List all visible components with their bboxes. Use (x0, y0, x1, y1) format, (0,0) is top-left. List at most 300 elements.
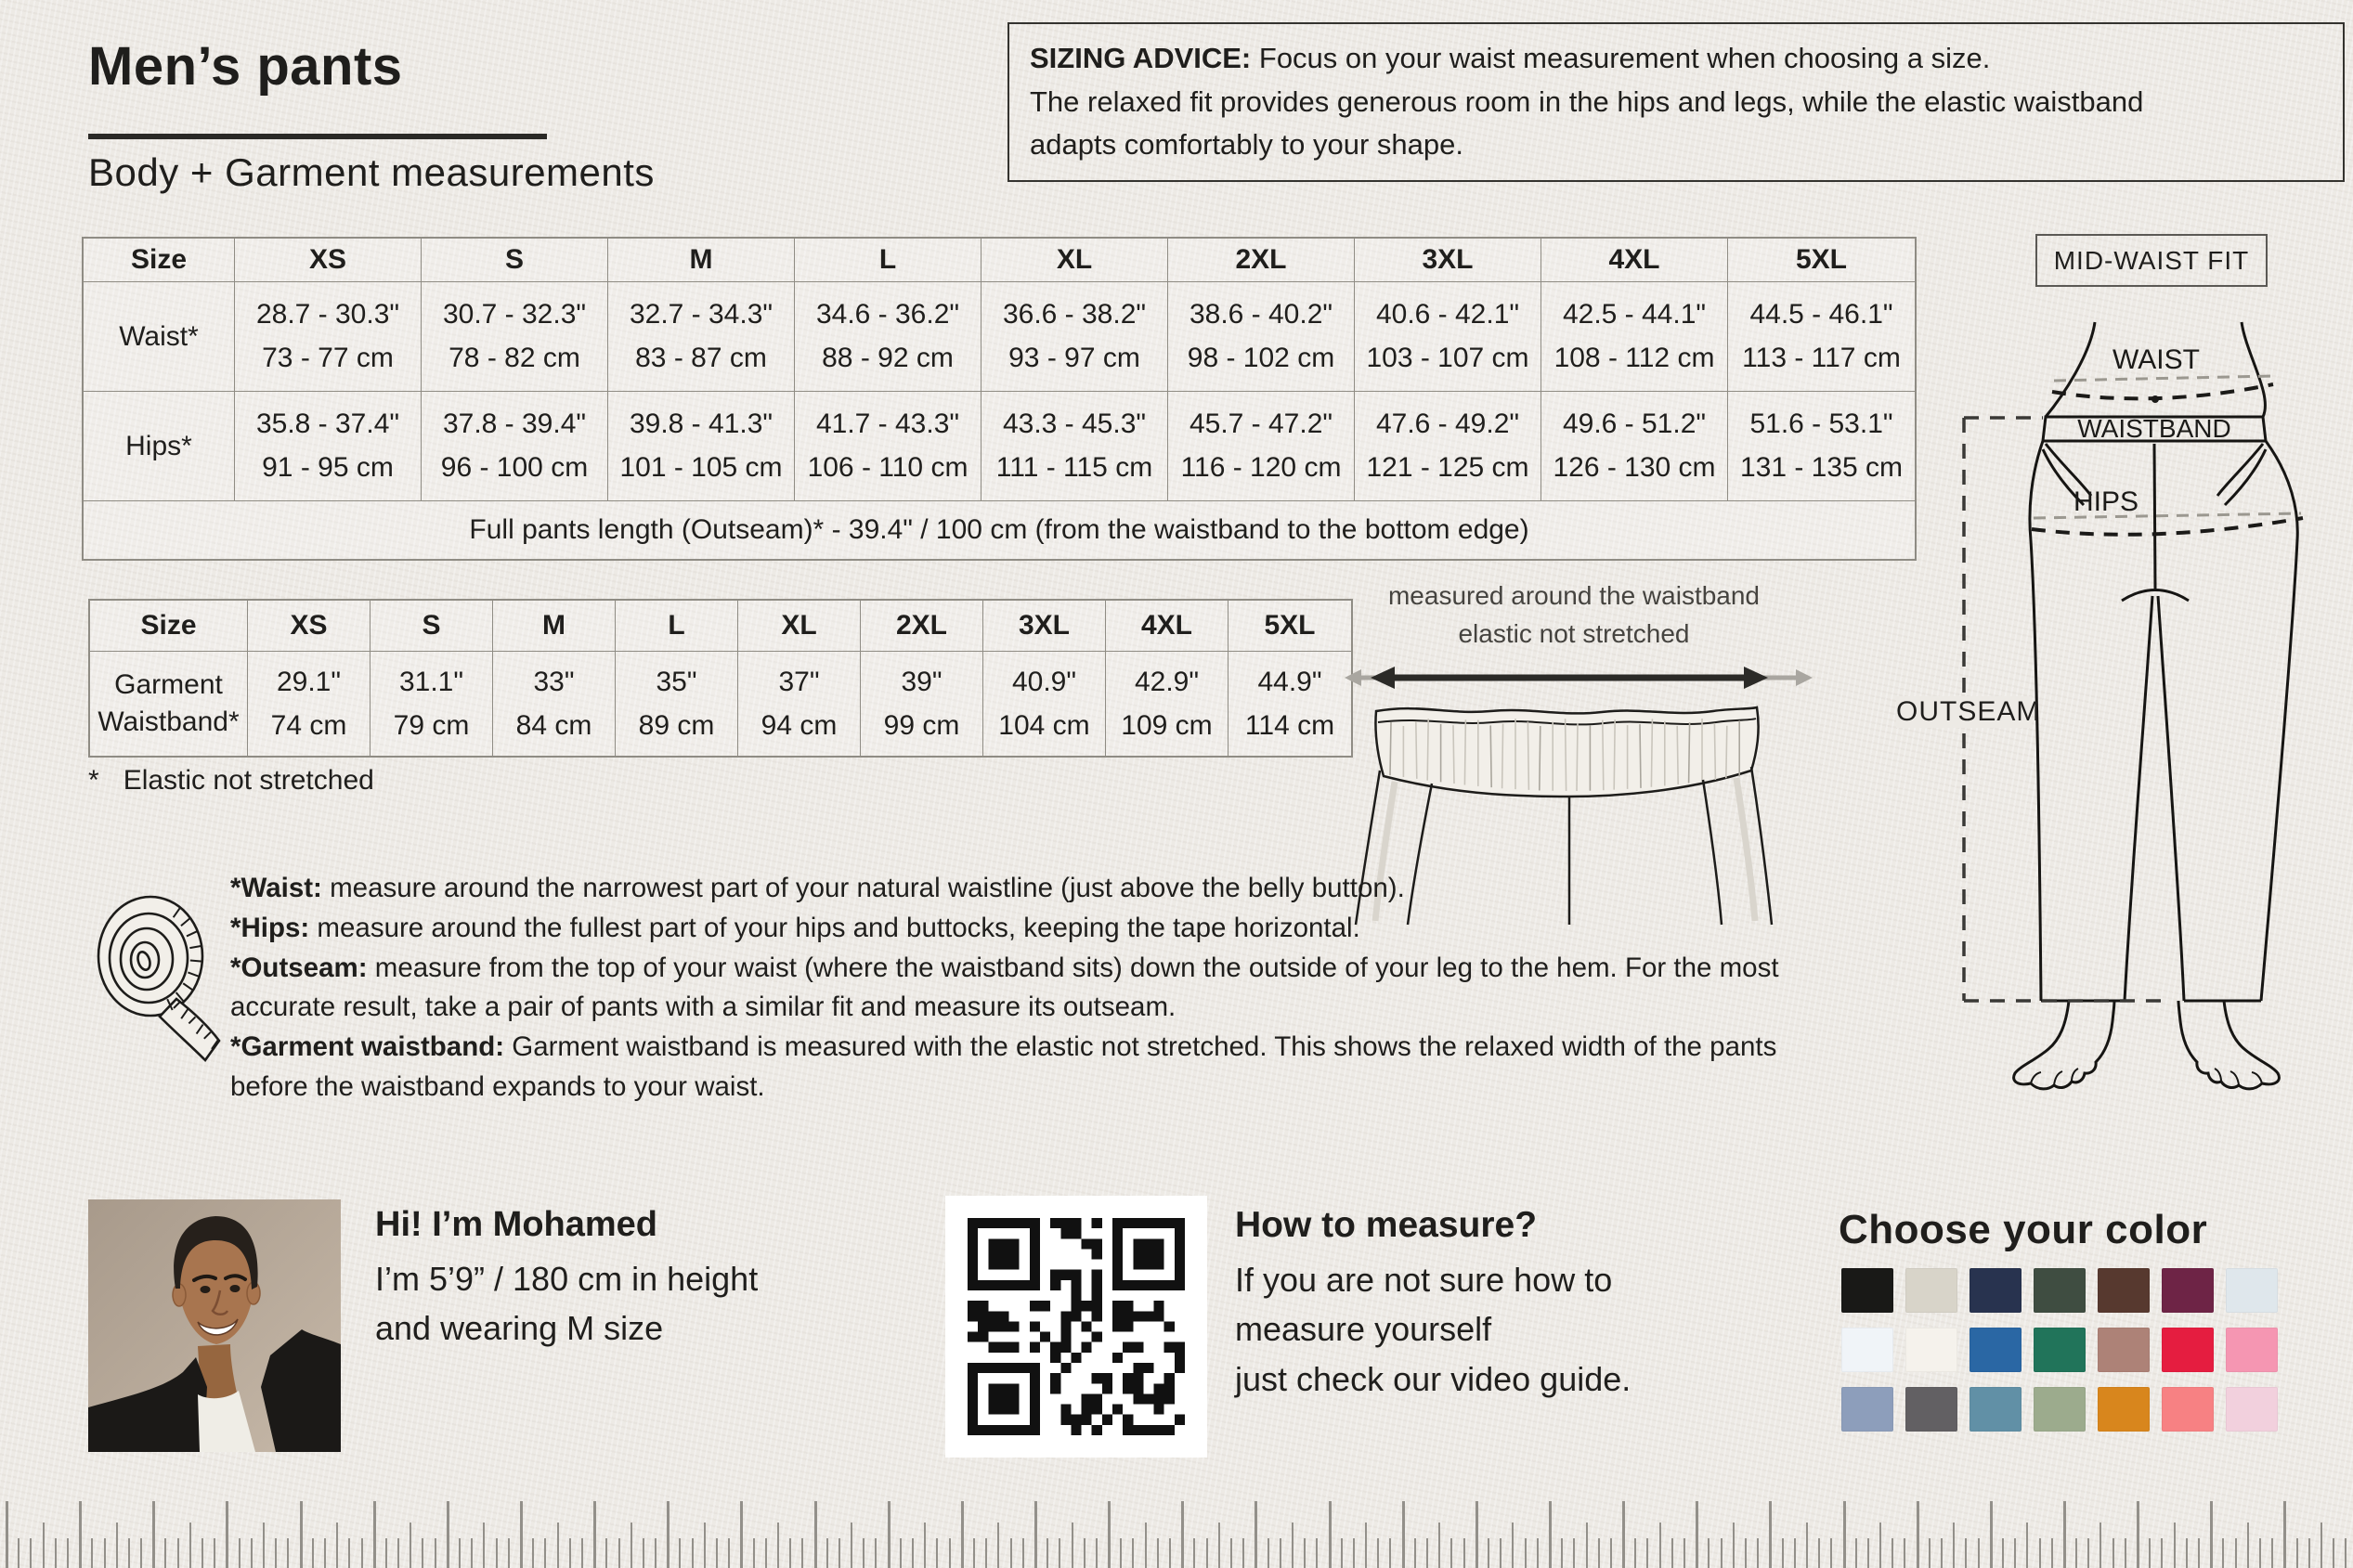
measurement-cell: 35.8 - 37.4" 91 - 95 cm (235, 392, 422, 501)
ruler-tick (1646, 1538, 1648, 1568)
ruler-tick (2125, 1538, 2126, 1568)
ruler-tick (532, 1538, 534, 1568)
ruler-tick (2235, 1538, 2237, 1568)
ruler-tick (1414, 1538, 1416, 1568)
sizing-advice-box (1008, 22, 2345, 182)
size-header-cell: S (422, 239, 608, 282)
waistband-label: WAISTBAND (2077, 414, 2231, 443)
crotch-arc (2122, 590, 2189, 602)
ruler-tick (838, 1538, 840, 1568)
color-swatch (1841, 1387, 1893, 1432)
ruler-tick (1561, 1538, 1563, 1568)
ruler-tick (116, 1523, 118, 1568)
color-swatch (2098, 1387, 2150, 1432)
ruler-tick (2320, 1523, 2322, 1568)
ruler-tick (152, 1501, 155, 1568)
outseam-length-cell: Full pants length (Outseam)* - 39.4" / 100 cm (from the waistband to the bottom edge) (469, 514, 1529, 545)
size-header-cell: 4XL (1541, 239, 1728, 282)
ruler-tick (385, 1538, 387, 1568)
measurement-cell: 49.6 - 51.2" 126 - 130 cm (1541, 392, 1728, 501)
ruler-tick (1463, 1538, 1465, 1568)
ruler-tick (1843, 1501, 1846, 1568)
ruler-tick (91, 1538, 93, 1568)
ruler-tick (2247, 1523, 2249, 1568)
ruler-tick (961, 1501, 964, 1568)
measurement-cell: 31.1" 79 cm (370, 652, 493, 756)
waist-dash-black (2052, 384, 2273, 398)
waist-dash-gray (2054, 376, 2273, 381)
ruler-tick (1157, 1538, 1159, 1568)
ruler-tick (1268, 1538, 1269, 1568)
instruction-hips: *Hips: measure around the fullest part of your hips and buttocks, keeping the tape horizontal. (230, 912, 1360, 943)
color-swatch (2162, 1328, 2214, 1372)
ruler-tick (459, 1538, 461, 1568)
tape-tail (160, 999, 219, 1060)
ruler-tick (2002, 1538, 2004, 1568)
footnote (88, 765, 374, 797)
belly-button-dot (2152, 395, 2159, 403)
ruler-tick (1389, 1538, 1391, 1568)
ruler-tick (1280, 1538, 1281, 1568)
ruler-tick (1610, 1538, 1612, 1568)
ruler-tick (1830, 1538, 1832, 1568)
waist-label: WAIST (2112, 344, 2200, 375)
ruler-tick (1953, 1523, 1955, 1568)
arrow-gray-right-head (1796, 669, 1813, 686)
ruler-tick (2149, 1538, 2151, 1568)
ruler-tick (410, 1523, 411, 1568)
measurement-cell: 39.8 - 41.3" 101 - 105 cm (608, 392, 795, 501)
ruler-tick (1108, 1501, 1111, 1568)
ruler-tick (1010, 1538, 1012, 1568)
color-swatch-grid (1841, 1268, 2278, 1432)
ruler-tick (2198, 1538, 2200, 1568)
ruler-tick (2075, 1538, 2077, 1568)
ruler-tick (43, 1523, 45, 1568)
ruler-tick (2186, 1538, 2188, 1568)
ruler-tick (777, 1523, 779, 1568)
measurement-cell: 29.1" 74 cm (248, 652, 370, 756)
ruler-tick (985, 1538, 987, 1568)
right-inseam (2158, 596, 2184, 1001)
ruler-tick (1059, 1538, 1060, 1568)
ruler-tick (2063, 1501, 2066, 1568)
ruler-tick (1341, 1538, 1343, 1568)
ruler-tick (1745, 1538, 1747, 1568)
color-swatch (1905, 1328, 1957, 1372)
measurement-cell: 40.6 - 42.1" 103 - 107 cm (1355, 282, 1541, 392)
ruler-tick (1072, 1523, 1073, 1568)
ruler-tick (753, 1538, 755, 1568)
ruler-tick (6, 1501, 8, 1568)
measurement-cell: 41.7 - 43.3" 106 - 110 cm (795, 392, 982, 501)
color-swatch (2226, 1328, 2278, 1372)
qr-code (968, 1218, 1185, 1435)
measurement-cell: 43.3 - 45.3" 111 - 115 cm (982, 392, 1168, 501)
ruler-tick (2087, 1538, 2089, 1568)
ruler-tick (177, 1538, 179, 1568)
color-swatch (1841, 1268, 1893, 1313)
ruler-tick (239, 1538, 240, 1568)
ruler-tick (679, 1538, 681, 1568)
ruler-tick (1965, 1538, 1967, 1568)
ruler-tick (716, 1538, 718, 1568)
size-header-cell: Size (90, 601, 248, 652)
ruler-tick (214, 1538, 215, 1568)
instruction-waist: *Waist: measure around the narrowest part of your natural waistline (just above the belly button). (230, 873, 1405, 903)
ruler-tick (814, 1501, 817, 1568)
ruler-tick (483, 1523, 485, 1568)
measurement-cell: 32.7 - 34.3" 83 - 87 cm (608, 282, 795, 392)
ruler-tick (1537, 1538, 1539, 1568)
model-photo (88, 1199, 341, 1452)
ruler-tick (435, 1538, 436, 1568)
ruler-tick (1721, 1538, 1722, 1568)
ruler-tick (605, 1538, 607, 1568)
garment-measurements-table (88, 599, 1353, 758)
ruler-tick (1206, 1538, 1208, 1568)
sizing-advice-line2: The relaxed fit provides generous room in the hips and legs, while the elastic waistband (1030, 84, 2144, 118)
ruler-tick (1402, 1501, 1405, 1568)
ruler-tick (1769, 1501, 1772, 1568)
color-swatch (2034, 1268, 2086, 1313)
ruler-tick (1169, 1538, 1171, 1568)
ruler-tick (1365, 1523, 1367, 1568)
ruler-tick (1242, 1538, 1244, 1568)
outseam-label: OUTSEAM (1896, 696, 2041, 727)
ruler-tick (67, 1538, 69, 1568)
waistband-diagram-caption: measured around the waistband elastic not stretched (1387, 581, 1761, 648)
ruler-tick (581, 1538, 583, 1568)
ruler-tick (1941, 1538, 1943, 1568)
color-swatch (1970, 1328, 2022, 1372)
measurement-cell: 40.9" 104 cm (983, 652, 1106, 756)
ruler-tick (2283, 1501, 2286, 1568)
left-inseam (2125, 596, 2152, 1001)
measurement-cell: 51.6 - 53.1" 131 - 135 cm (1728, 392, 1915, 501)
color-swatch (1905, 1387, 1957, 1432)
ruler-tick (1794, 1538, 1796, 1568)
ruler-tick (1488, 1538, 1489, 1568)
ruler-tick (2296, 1538, 2298, 1568)
ruler-tick (373, 1501, 376, 1568)
ruler-tick (2333, 1538, 2334, 1568)
ruler-tick (655, 1538, 656, 1568)
ruler-tick (1181, 1501, 1184, 1568)
ruler-tick (973, 1538, 975, 1568)
ruler-tick (30, 1538, 32, 1568)
ruler-tick (2137, 1501, 2139, 1568)
hips-label: HIPS (2073, 486, 2139, 517)
measurement-cell: 37.8 - 39.4" 96 - 100 cm (422, 392, 608, 501)
hips-dash-black (2032, 518, 2303, 535)
ruler-tick (1917, 1501, 1919, 1568)
color-swatch (2162, 1387, 2214, 1432)
ruler-tick (2222, 1538, 2224, 1568)
ruler-tick (287, 1538, 289, 1568)
size-header-cell: 2XL (1168, 239, 1355, 282)
ruler-tick (520, 1501, 523, 1568)
measurement-cell: 37" 94 cm (738, 652, 861, 756)
fit-type-box: MID-WAIST FIT (2035, 234, 2268, 287)
ruler-tick (704, 1523, 706, 1568)
ruler-tick (728, 1538, 730, 1568)
size-header-cell: 4XL (1106, 601, 1228, 652)
qr-card (945, 1196, 1207, 1458)
pants-fit-diagram (1913, 232, 2353, 1095)
ruler-tick (1450, 1538, 1452, 1568)
ruler-tick (397, 1538, 399, 1568)
color-swatch (1970, 1268, 2022, 1313)
ruler-tick (1292, 1523, 1294, 1568)
measurement-cell: 44.9" 114 cm (1244, 666, 1335, 741)
measurement-cell: 39" 99 cm (861, 652, 983, 756)
ruler-tick (1684, 1538, 1685, 1568)
right-foot (2178, 1001, 2279, 1089)
ruler-tick (557, 1523, 559, 1568)
ruler-tick (361, 1538, 363, 1568)
ruler-tick (1634, 1538, 1636, 1568)
ruler-tick (55, 1538, 57, 1568)
measurement-cell: 33" 84 cm (493, 652, 616, 756)
ruler-tick (801, 1538, 803, 1568)
ruler-tick (1867, 1538, 1869, 1568)
ruler-tick (2100, 1523, 2101, 1568)
model-size: and wearing M size (375, 1309, 664, 1348)
measurement-cell: 42.5 - 44.1" 108 - 112 cm (1541, 282, 1728, 392)
ruler-tick (251, 1538, 253, 1568)
measurement-cell: 38.6 - 40.2" 98 - 102 cm (1168, 282, 1355, 392)
ruler-tick (2051, 1538, 2053, 1568)
ruler-tick (1426, 1538, 1428, 1568)
size-header-cell: XS (248, 601, 370, 652)
ruler-tick (1120, 1538, 1122, 1568)
size-header-cell: 5XL (1728, 239, 1915, 282)
sizing-advice-line1: SIZING ADVICE: Focus on your waist measurement when choosing a size. (1030, 42, 1991, 74)
model-intro (375, 1205, 758, 1354)
ruler-tick (997, 1523, 999, 1568)
ruler-tick (1438, 1523, 1440, 1568)
measuring-tape-icon (76, 863, 229, 1068)
ruler-tick (447, 1501, 449, 1568)
right-side-seam (2261, 441, 2297, 1001)
ruler-tick (1696, 1501, 1698, 1568)
ruler-tick (1132, 1538, 1134, 1568)
ruler-tick (2039, 1538, 2041, 1568)
ruler-tick (765, 1538, 767, 1568)
ruler-tick (1084, 1538, 1086, 1568)
ruler-tick (2259, 1538, 2261, 1568)
measurement-cell: 35" 89 cm (616, 652, 738, 756)
ruler-tick (1708, 1538, 1710, 1568)
ruler-tick (1377, 1538, 1379, 1568)
row-label-cell: Waist* (84, 282, 235, 392)
footnote-text: Elastic not stretched (123, 765, 374, 796)
footnote-star: * (88, 765, 99, 796)
size-header-cell: 2XL (861, 601, 983, 652)
ruler-tick (1978, 1538, 1980, 1568)
ruler-tick (826, 1538, 828, 1568)
instruction-outseam: *Outseam: measure from the top of your waist (where the waistband sits) down the outside of your leg to the hem. For the most accurate result, take a pair of pants with a similar fit and measure its outseam. (230, 952, 1779, 1023)
measurement-cell: 42.9" 109 cm (1106, 652, 1228, 756)
ruler-tick (1096, 1538, 1098, 1568)
ruler-tick (2174, 1523, 2176, 1568)
body-measurements-table (82, 237, 1917, 561)
ruler-tick (912, 1538, 914, 1568)
ruler-tick (900, 1538, 902, 1568)
color-swatch (2226, 1387, 2278, 1432)
ruler-tick (226, 1501, 228, 1568)
ruler-tick (692, 1538, 694, 1568)
ruler-tick (471, 1538, 473, 1568)
torso-left (2046, 322, 2095, 417)
color-swatch (2098, 1268, 2150, 1313)
ruler-tick (740, 1501, 743, 1568)
ruler-tick (1353, 1538, 1355, 1568)
ruler (0, 1494, 2353, 1568)
sizing-advice-label: SIZING ADVICE: (1030, 42, 1252, 74)
ruler-tick (1145, 1523, 1147, 1568)
ruler-tick (275, 1538, 277, 1568)
ruler-tick (643, 1538, 644, 1568)
ruler-tick (1254, 1501, 1257, 1568)
size-header-cell: S (370, 601, 493, 652)
color-swatch (1841, 1328, 1893, 1372)
ruler-tick (618, 1538, 620, 1568)
ruler-tick (1659, 1523, 1661, 1568)
ruler-tick (1034, 1501, 1037, 1568)
ruler-tick (949, 1538, 951, 1568)
ruler-tick (2026, 1523, 2028, 1568)
ruler-tick (1316, 1538, 1318, 1568)
size-header-cell: 3XL (1355, 239, 1541, 282)
ruler-tick (1549, 1501, 1552, 1568)
ruler-tick (164, 1538, 166, 1568)
ruler-tick (1512, 1523, 1514, 1568)
ruler-tick (1500, 1538, 1502, 1568)
ruler-tick (104, 1538, 106, 1568)
size-header-cell: M (608, 239, 795, 282)
arrow-dark-right-head (1744, 667, 1768, 689)
center-front-line (2154, 444, 2155, 589)
color-swatch (2034, 1387, 2086, 1432)
measurement-cell: 44.5 - 46.1" 113 - 117 cm (1728, 282, 1915, 392)
ruler-tick (202, 1538, 203, 1568)
ruler-tick (593, 1501, 596, 1568)
ruler-tick (1757, 1538, 1759, 1568)
ruler-tick (508, 1538, 510, 1568)
color-swatch (1970, 1387, 2022, 1432)
size-header-cell: 5XL (1228, 601, 1351, 652)
ruler-tick (324, 1538, 326, 1568)
ruler-tick (1573, 1538, 1575, 1568)
measurement-cell: 28.7 - 30.3" 73 - 77 cm (235, 282, 422, 392)
ruler-tick (1904, 1538, 1905, 1568)
ruler-tick (1230, 1538, 1232, 1568)
ruler-tick (1218, 1523, 1220, 1568)
ruler-tick (1022, 1538, 1024, 1568)
ruler-tick (2161, 1538, 2163, 1568)
ruler-tick (1046, 1538, 1048, 1568)
left-foot (2014, 1001, 2114, 1089)
page-title: Men’s pants (88, 36, 403, 97)
measurement-cell: 36.6 - 38.2" 93 - 97 cm (982, 282, 1168, 392)
model-greeting: Hi! I’m Mohamed (375, 1205, 658, 1244)
ruler-tick (667, 1501, 670, 1568)
title-underline (88, 134, 547, 139)
ruler-tick (544, 1538, 546, 1568)
ruler-tick (1598, 1538, 1600, 1568)
ruler-tick (863, 1538, 864, 1568)
ruler-tick (1525, 1538, 1527, 1568)
ruler-tick (2271, 1538, 2273, 1568)
color-swatch (2098, 1328, 2150, 1372)
color-swatch (1905, 1268, 1957, 1313)
size-header-cell: Size (84, 239, 235, 282)
ruler-tick (2345, 1538, 2346, 1568)
ruler-tick (1329, 1501, 1332, 1568)
ruler-tick (263, 1523, 265, 1568)
ruler-tick (1304, 1538, 1306, 1568)
arrow-gray-left-head (1345, 669, 1361, 686)
ruler-tick (1990, 1501, 1993, 1568)
ruler-tick (1855, 1538, 1857, 1568)
ruler-tick (336, 1523, 338, 1568)
measurement-cell: 34.6 - 36.2" 88 - 92 cm (795, 282, 982, 392)
size-header-cell: L (616, 601, 738, 652)
model-height: I’m 5’9” / 180 cm in height (375, 1260, 759, 1298)
ruler-tick (875, 1538, 877, 1568)
ruler-tick (888, 1501, 890, 1568)
ruler-tick (2210, 1501, 2213, 1568)
size-header-cell: XL (738, 601, 861, 652)
ruler-tick (1929, 1538, 1930, 1568)
row-label-cell: Hips* (84, 392, 235, 501)
how-to-heading: How to measure? (1235, 1205, 1538, 1245)
color-swatch (2226, 1268, 2278, 1313)
ruler-tick (789, 1538, 791, 1568)
ruler-tick (496, 1538, 498, 1568)
ruler-tick (569, 1538, 571, 1568)
ruler-tick (1818, 1538, 1820, 1568)
how-to-measure: How to measure? If you are not sure how to measure yourself just check our video guide. (1235, 1205, 1632, 1398)
torso-right (2242, 322, 2265, 417)
row-label-cell: Garment Waistband* (90, 652, 248, 756)
ruler-tick (851, 1523, 852, 1568)
right-pocket-line2 (2225, 449, 2266, 505)
ruler-tick (140, 1538, 142, 1568)
measuring-instructions (230, 869, 1809, 1108)
size-header-cell: XL (982, 239, 1168, 282)
ruler-tick (1879, 1523, 1881, 1568)
ruler-tick (936, 1538, 938, 1568)
ruler-tick (189, 1523, 191, 1568)
ruler-tick (1671, 1538, 1673, 1568)
size-header-cell: L (795, 239, 982, 282)
ruler-tick (1622, 1501, 1625, 1568)
color-section-heading: Choose your color (1839, 1207, 2208, 1252)
sizing-advice-line3: adapts comfortably to your shape. (1030, 128, 1463, 161)
size-header-cell: XS (235, 239, 422, 282)
ruler-tick (348, 1538, 350, 1568)
measurement-cell: 45.7 - 47.2" 116 - 120 cm (1168, 392, 1355, 501)
ruler-tick (422, 1538, 423, 1568)
size-header-cell: M (493, 601, 616, 652)
ruler-tick (1193, 1538, 1195, 1568)
color-swatch (2034, 1328, 2086, 1372)
ruler-tick (128, 1538, 130, 1568)
ruler-tick (1806, 1523, 1808, 1568)
